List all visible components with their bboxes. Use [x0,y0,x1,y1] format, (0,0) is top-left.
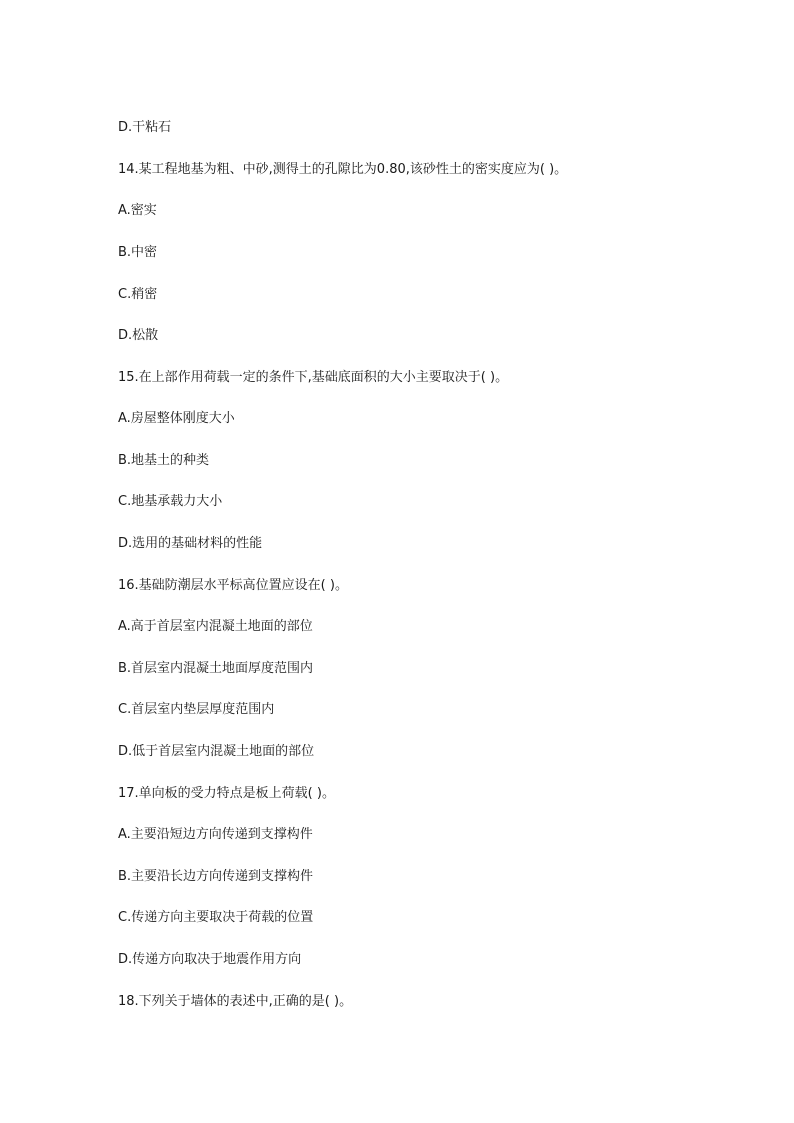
option-c-q17: C.传递方向主要取决于荷载的位置 [118,910,314,925]
option-c-q14: C.稍密 [118,287,158,302]
option-a-q15: A.房屋整体刚度大小 [118,411,235,426]
question-17: 17.单向板的受力特点是板上荷载( )。 [118,786,335,801]
option-b-q15: B.地基土的种类 [118,453,210,468]
question-18: 18.下列关于墙体的表述中,正确的是( )。 [118,994,353,1009]
option-d-q13: D.干粘石 [118,120,172,135]
option-d-q17: D.传递方向取决于地震作用方向 [118,952,302,967]
option-b-q14: B.中密 [118,245,158,260]
question-16: 16.基础防潮层水平标高位置应设在( )。 [118,578,348,593]
option-a-q17: A.主要沿短边方向传递到支撑构件 [118,827,313,842]
option-d-q15: D.选用的基础材料的性能 [118,536,263,551]
option-a-q16: A.高于首层室内混凝土地面的部位 [118,619,313,634]
question-14: 14.某工程地基为粗、中砂,测得土的孔隙比为0.80,该砂性土的密实度应为( )。 [118,162,568,177]
question-15: 15.在上部作用荷载一定的条件下,基础底面积的大小主要取决于( )。 [118,370,509,385]
option-c-q15: C.地基承载力大小 [118,494,223,509]
option-d-q14: D.松散 [118,328,159,343]
option-a-q14: A.密实 [118,203,157,218]
option-c-q16: C.首层室内垫层厚度范围内 [118,702,275,717]
option-b-q17: B.主要沿长边方向传递到支撑构件 [118,869,314,884]
option-d-q16: D.低于首层室内混凝土地面的部位 [118,744,315,759]
option-b-q16: B.首层室内混凝土地面厚度范围内 [118,661,314,676]
